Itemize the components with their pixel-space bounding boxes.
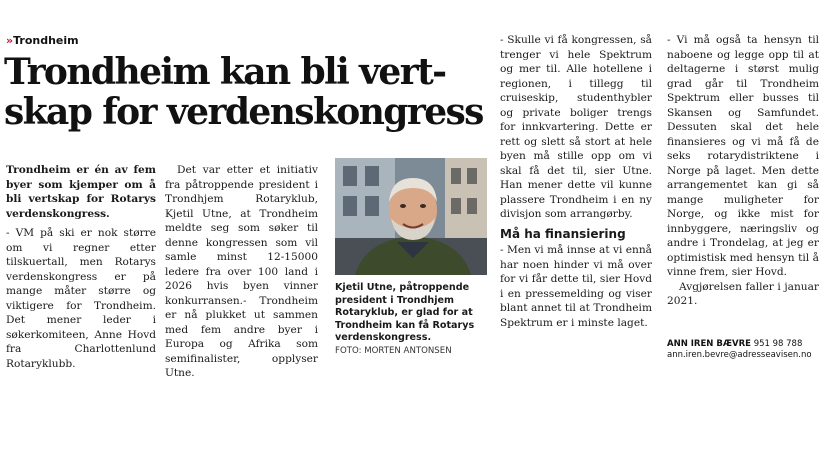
article-lead: Trondheim er én av fem byer som kjemper om å bli vertskap for Rotarys verdenskongress. (6, 164, 156, 220)
article-paragraph: - Skulle vi få kongressen, så trenger vi hele Spektrum og mer til. Alle hotellene i regionen, i tillegg til cruiseskip, studenthybler og private boliger trengs for innkvartering. Dette er rett og slett så stort at hele byen må stille opp om vi skal få det til, sier Utne. Han mener dette vil kunne plassere Trondheim i en ny divisjon som arrangørby. (500, 34, 652, 220)
portrait-photo-illustration (335, 158, 487, 275)
article-column-2 (165, 163, 318, 381)
article-column-3 (500, 33, 652, 330)
section-kicker (6, 34, 79, 47)
portrait-photo (335, 158, 487, 275)
double-chevron-icon: » (6, 34, 13, 47)
photo-credit: FOTO: MORTEN ANTONSEN (335, 345, 452, 356)
article-column-4 (667, 33, 819, 309)
article-paragraph: - Men vi må innse at vi ennå har noen hinder vi må over for vi får dette til, sier Hovd i en pressemelding og viser blant annet til at Trondheim Spektrum er i minste laget. (500, 244, 652, 329)
author-byline (667, 339, 812, 361)
photo-caption-text: Kjetil Utne, påtroppende president i Trondhjem Rotaryklub, er glad for at Trondheim kan få Rotarys verdenskongress. (335, 282, 475, 344)
author-email: ann.iren.bevre@adresseavisen.no (667, 350, 812, 360)
article-headline: Trondheim kan bli vertskap for verdenskongress (4, 51, 483, 133)
article-paragraph: Det var etter et initiativ fra påtroppende president i Trondhjem Rotaryklub, Kjetil Utne, at Trondheim meldte seg som søker til denne kongressen som vil samle minst 12-15000 ledere fra over 100 land i 2026 hvis byen vinner konkurransen.- Trondheim er nå plukket ut sammen med fem andre byer i Europa og Afrika som semifinalister, opplyser Utne. (165, 164, 318, 379)
section-label: Trondheim (13, 34, 79, 47)
article-paragraph: - VM på ski er nok større om vi regner etter tilskuertall, men Rotarys verdenskongress er på mange måter større og viktigere for Trondheim. Det mener leder i søkerkomiteen, Anne Hovd fra Charlottenlund Rotaryklubb. (6, 227, 156, 370)
article-paragraph: - Vi må også ta hensyn til naboene og legge opp til at deltagerne i størst mulig grad går til Trondheim Spektrum eller busses til Skansen og Samfundet. Dessuten skal det hele finansieres og vi må få de seks rotarydistriktene i Norge på laget. Men dette arrangementet kan gi så mange muligheter for Norge, og ikke mist for innbyggere, næringsliv og andre i Trondelag, at jeg er optimistisk med hensyn til å vinne frem, sier Hovd. (667, 34, 819, 278)
article-paragraph: Avgjørelsen faller i januar 2021. (667, 280, 819, 307)
author-phone: 951 98 788 (753, 339, 803, 349)
author-name: ANN IREN BÆVRE (667, 339, 751, 349)
article-column-1 (6, 163, 156, 371)
article-subheading: Må ha finansiering (500, 226, 626, 241)
photo-caption (335, 282, 490, 358)
